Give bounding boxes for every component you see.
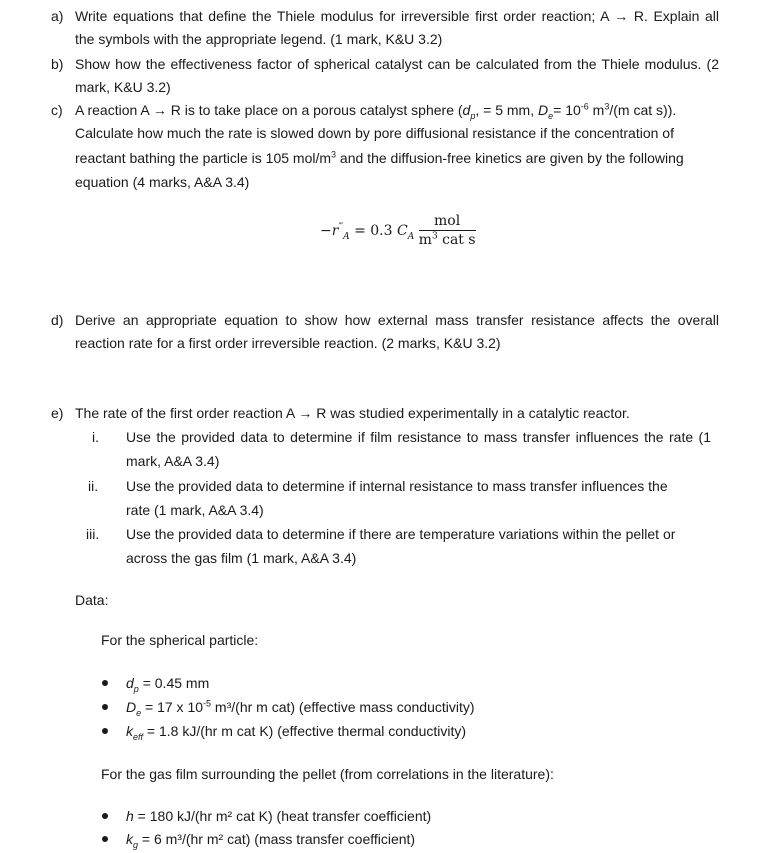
film-heading: For the gas film surrounding the pellet (from correlations in the literature):	[101, 766, 554, 782]
part-d-question	[75, 311, 719, 329]
part-c-line-1: A reaction A → R is to take place on a porous catalyst sphere ($d_p$, = 5 mm, $D_e= 10^{-6}$ $m^3/(m$ cat s)).	[75, 101, 677, 121]
part-a-label: a)	[51, 8, 64, 24]
part-b-line-2: mark, K&U 3.2)	[75, 79, 171, 95]
particle-diameter: $d_p = 0.45$ mm	[126, 675, 210, 694]
data-heading: Data:	[75, 592, 109, 608]
part-e-ii-line-1: Use the provided data to determine if internal resistance to mass transfer influences the	[126, 478, 668, 494]
part-e-i-question	[126, 428, 711, 446]
part-b-question	[75, 55, 719, 73]
bullet-dot	[102, 813, 108, 819]
part-e-iii-label: iii.	[86, 526, 100, 542]
equation-units-fraction	[419, 213, 476, 248]
part-e-i-line-2: mark, A&A 3.4)	[126, 453, 220, 469]
part-e-ii-line-2: rate (1 mark, A&A 3.4)	[126, 502, 264, 518]
part-d-label: d)	[51, 312, 64, 328]
part-a-line-1: Write equations that define the Thiele modulus for irreversible first order reaction; A → R. Explain all	[75, 8, 719, 24]
part-c-line-4: equation (4 marks, A&A 3.4)	[75, 174, 250, 190]
part-c-label: c)	[51, 102, 63, 118]
part-b-label: b)	[51, 56, 64, 72]
part-e-iii-line-2: across the gas film (1 mark, A&A 3.4)	[126, 550, 357, 566]
effective-thermal-conductivity: $k_{eff} = 1.8$ kJ/(hr m cat K) (effective thermal conductivity)	[126, 723, 467, 742]
part-e-intro: The rate of the first order reaction A → R was studied experimentally in a catalytic reactor.	[75, 405, 630, 421]
equation-numerator: mol	[419, 213, 476, 231]
part-d-line-1: Derive an appropriate equation to show how external mass transfer resistance affects the overall	[75, 312, 719, 328]
effective-diffusivity: $D_e = 17$ x $10^{-5}$ m³/(hr m cat) (effective mass conductivity)	[126, 698, 475, 718]
bullet-dot	[102, 836, 108, 842]
part-e-ii-label: ii.	[88, 478, 99, 494]
part-e-i-line-1: Use the provided data to determine if film resistance to mass transfer influences the rate (1	[126, 429, 711, 445]
part-e-i-label: i.	[92, 429, 99, 445]
part-e-iii-line-1: Use the provided data to determine if there are temperature variations within the pellet or	[126, 526, 676, 542]
part-a-question	[75, 7, 719, 25]
equation-lhs: $-r^‴_A = 0.3$ $C_A$	[320, 221, 415, 242]
part-b-line-1: Show how the effectiveness factor of spherical catalyst can be calculated from the Thiele modulus. (2	[75, 56, 719, 72]
bullet-dot	[102, 728, 108, 734]
heat-transfer-coefficient: h = 180 kJ/(hr m² cat K) (heat transfer coefficient)	[126, 808, 432, 824]
part-c-line-2: Calculate how much the rate is slowed down by pore diffusional resistance if the concentration of	[75, 125, 674, 141]
particle-heading: For the spherical particle:	[101, 632, 259, 648]
part-e-label: e)	[51, 405, 64, 421]
mass-transfer-coefficient: $k_g = 6$ m³/(hr m² cat) (mass transfer coefficient)	[126, 831, 416, 850]
rate-equation	[320, 213, 476, 248]
bullet-dot	[102, 704, 108, 710]
part-c-line-3: reactant bathing the particle is 105 mol/$m^3$ and the diffusion-free kinetics are given by the following	[75, 149, 684, 166]
equation-denominator: $m^3$ cat s	[418, 231, 476, 248]
part-d-line-2: reaction rate for a first order irreversible reaction. (2 marks, K&U 3.2)	[75, 335, 501, 351]
bullet-dot	[102, 680, 108, 686]
part-c-line-2-wrap	[75, 124, 674, 142]
part-a-line-2: the symbols with the appropriate legend. (1 mark, K&U 3.2)	[75, 31, 443, 47]
